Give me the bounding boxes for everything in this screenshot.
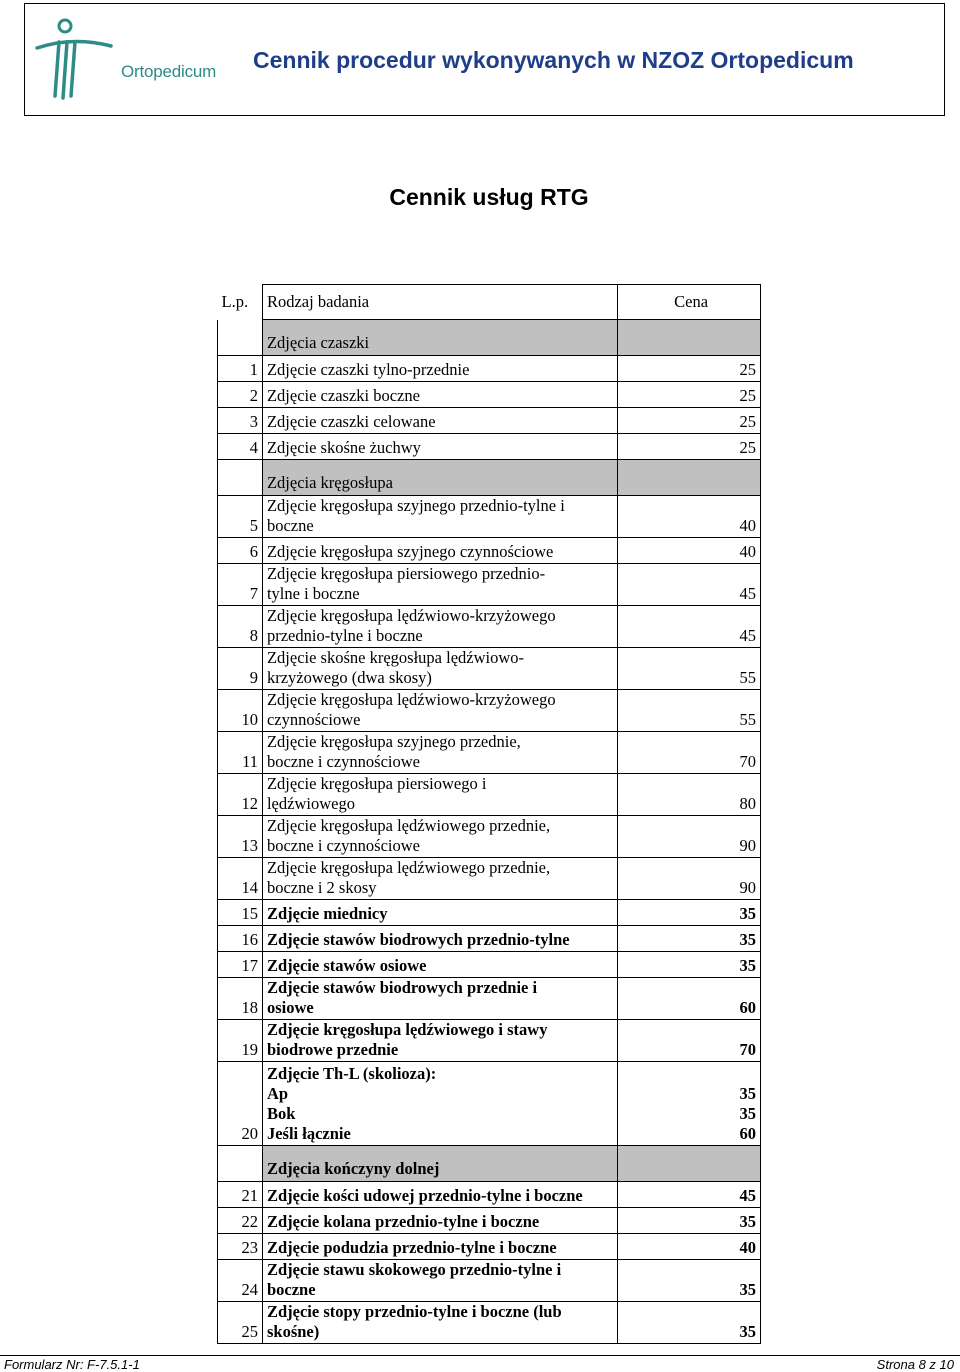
row-name — [262, 538, 617, 564]
row-price — [618, 564, 761, 606]
page-number: Strona 8 z 10 — [876, 1357, 954, 1372]
row-price — [618, 1182, 761, 1208]
row-price — [618, 356, 761, 382]
row-price-value: 35 — [739, 1084, 756, 1103]
row-name-line: osiowe — [266, 998, 314, 1017]
row-name-line: boczne i czynnościowe — [266, 836, 420, 855]
row-name — [262, 1182, 617, 1208]
row-lp: 12 — [218, 774, 263, 816]
table-row — [218, 1234, 761, 1260]
row-name-line: Zdjęcie kręgosłupa szyjnego przednie, — [266, 732, 521, 751]
row-name-line: Zdjęcie czaszki celowane — [266, 412, 436, 431]
row-lp: 16 — [218, 926, 263, 952]
row-price-value: 45 — [739, 584, 756, 603]
row-lp: 23 — [218, 1234, 263, 1260]
row-lp: 14 — [218, 858, 263, 900]
row-lp: 21 — [218, 1182, 263, 1208]
price-table-body — [218, 285, 761, 1344]
row-price — [618, 732, 761, 774]
row-lp: 2 — [218, 382, 263, 408]
table-row — [218, 356, 761, 382]
row-name — [262, 1020, 617, 1062]
row-name — [262, 1234, 617, 1260]
header-lp: L.p. — [218, 285, 263, 320]
row-price — [618, 1020, 761, 1062]
section-price — [618, 460, 761, 496]
row-price — [618, 978, 761, 1020]
row-lp: 25 — [218, 1302, 263, 1344]
section-title: Zdjęcia kręgosłupa — [262, 460, 617, 496]
row-price-value: 25 — [739, 412, 756, 431]
row-lp: 5 — [218, 496, 263, 538]
row-lp: 4 — [218, 434, 263, 460]
row-name-line: Zdjęcie stawów osiowe — [266, 956, 427, 975]
table-row — [218, 690, 761, 732]
row-price — [618, 1234, 761, 1260]
row-price — [618, 1260, 761, 1302]
row-price — [618, 538, 761, 564]
row-price-value: 80 — [739, 794, 756, 813]
row-price — [618, 774, 761, 816]
row-name-line: Zdjęcie kręgosłupa piersiowego przednio- — [266, 564, 546, 583]
row-name-line: Zdjęcie kręgosłupa szyjnego przednio-tylne i — [266, 496, 565, 515]
row-price-value: 90 — [739, 836, 756, 855]
row-price — [618, 1302, 761, 1344]
row-name — [262, 816, 617, 858]
row-name-line: Zdjęcie stawu skokowego przednio-tylne i — [266, 1260, 562, 1279]
row-lp: 13 — [218, 816, 263, 858]
row-lp: 24 — [218, 1260, 263, 1302]
row-name-line: Zdjęcie stawów biodrowych przednio-tylne — [266, 930, 570, 949]
row-lp: 11 — [218, 732, 263, 774]
table-row — [218, 538, 761, 564]
table-row — [218, 408, 761, 434]
row-price — [618, 858, 761, 900]
row-name — [262, 606, 617, 648]
header-price: Cena — [618, 285, 761, 320]
row-name-line: Zdjęcie czaszki boczne — [266, 386, 420, 405]
row-price — [618, 952, 761, 978]
row-lp: 17 — [218, 952, 263, 978]
row-price-value: 45 — [739, 626, 756, 645]
row-name-line: Zdjęcie kości udowej przednio-tylne i boczne — [266, 1186, 583, 1205]
section-row — [218, 460, 761, 496]
row-lp: 19 — [218, 1020, 263, 1062]
table-row — [218, 1182, 761, 1208]
row-lp: 3 — [218, 408, 263, 434]
row-name — [262, 382, 617, 408]
row-price — [618, 1062, 761, 1146]
row-name-line: Zdjęcie czaszki tylno-przednie — [266, 360, 470, 379]
page-footer — [0, 1355, 960, 1372]
table-row — [218, 1062, 761, 1146]
row-price-value: 25 — [739, 386, 756, 405]
row-price-value: 35 — [739, 930, 756, 949]
row-price-value: 25 — [739, 438, 756, 457]
row-lp: 1 — [218, 356, 263, 382]
row-name — [262, 858, 617, 900]
table-row — [218, 926, 761, 952]
row-name — [262, 732, 617, 774]
table-row — [218, 1208, 761, 1234]
table-row — [218, 1260, 761, 1302]
row-name-line: Zdjęcie miednicy — [266, 904, 388, 923]
row-price-value: 35 — [739, 956, 756, 975]
form-number: Formularz Nr: F-7.5.1-1 — [4, 1357, 140, 1372]
row-name-line: Zdjęcie kręgosłupa szyjnego czynnościowe — [266, 542, 554, 561]
row-name-line: Zdjęcie kręgosłupa lędźwiowego i stawy — [266, 1020, 548, 1039]
row-name-line: Zdjęcie skośne kręgosłupa lędźwiowo- — [266, 648, 525, 667]
row-price-value: 55 — [739, 710, 756, 729]
row-name — [262, 356, 617, 382]
table-row — [218, 900, 761, 926]
row-name — [262, 1260, 617, 1302]
row-name-line: Zdjęcie kręgosłupa lędźwiowego przednie, — [266, 858, 551, 877]
row-name-line: boczne — [266, 516, 314, 535]
section-lp — [218, 320, 263, 356]
logo-figure-icon — [33, 14, 123, 104]
row-name — [262, 690, 617, 732]
section-lp — [218, 1146, 263, 1182]
row-name — [262, 408, 617, 434]
row-name-line: Zdjęcie skośne żuchwy — [266, 438, 421, 457]
header-title: Cennik procedur wykonywanych w NZOZ Ortopedicum — [253, 47, 854, 73]
row-price — [618, 434, 761, 460]
row-lp: 10 — [218, 690, 263, 732]
row-price — [618, 606, 761, 648]
header-name: Rodzaj badania — [262, 285, 617, 320]
table-row — [218, 606, 761, 648]
row-name-line: przednio-tylne i boczne — [266, 626, 423, 645]
row-price-value: 60 — [739, 1124, 756, 1143]
row-price — [618, 926, 761, 952]
row-lp: 6 — [218, 538, 263, 564]
row-price-value: 35 — [739, 1280, 756, 1299]
table-row — [218, 774, 761, 816]
row-lp: 15 — [218, 900, 263, 926]
row-price-value: 45 — [739, 1186, 756, 1205]
row-name-line: Jeśli łącznie — [266, 1124, 351, 1143]
row-lp: 7 — [218, 564, 263, 606]
row-name — [262, 648, 617, 690]
row-price-value: 60 — [739, 998, 756, 1017]
row-lp: 18 — [218, 978, 263, 1020]
row-price-value: 35 — [739, 1212, 756, 1231]
row-lp: 8 — [218, 606, 263, 648]
table-row — [218, 816, 761, 858]
table-row — [218, 564, 761, 606]
row-name-line: Zdjęcie kręgosłupa lędźwiowego przednie, — [266, 816, 551, 835]
row-name-line: Zdjęcie kręgosłupa piersiowego i — [266, 774, 487, 793]
ortopedicum-logo — [33, 14, 217, 104]
row-price-value: 35 — [739, 1322, 756, 1341]
table-row — [218, 952, 761, 978]
row-name-line: skośne) — [266, 1322, 320, 1341]
row-price — [618, 408, 761, 434]
table-row — [218, 648, 761, 690]
section-row — [218, 320, 761, 356]
page-title: Cennik usług RTG — [389, 184, 589, 210]
row-name-line: lędźwiowego — [266, 794, 355, 813]
row-price-value: 90 — [739, 878, 756, 897]
row-name — [262, 1062, 617, 1146]
row-price-value: 35 — [739, 904, 756, 923]
row-price-value: 55 — [739, 668, 756, 687]
table-row — [218, 382, 761, 408]
row-name-line: boczne i czynnościowe — [266, 752, 420, 771]
row-name — [262, 1208, 617, 1234]
logo-text: Ortopedicum — [121, 62, 217, 81]
row-name — [262, 564, 617, 606]
row-name — [262, 900, 617, 926]
section-price — [618, 320, 761, 356]
section-row — [218, 1146, 761, 1182]
row-name-line: biodrowe przednie — [266, 1040, 399, 1059]
row-price-value: 40 — [739, 542, 756, 561]
row-name-line: boczne — [266, 1280, 316, 1299]
row-name — [262, 434, 617, 460]
row-price — [618, 816, 761, 858]
table-row — [218, 496, 761, 538]
row-price-value: 40 — [739, 1238, 756, 1257]
table-header-row — [218, 285, 761, 320]
table-row — [218, 978, 761, 1020]
row-price — [618, 900, 761, 926]
row-name-line: krzyżowego (dwa skosy) — [266, 668, 432, 687]
row-name-line: Zdjęcie stawów biodrowych przednie i — [266, 978, 538, 997]
row-price-value: 40 — [739, 516, 756, 535]
row-name — [262, 926, 617, 952]
section-title: Zdjęcia czaszki — [262, 320, 617, 356]
section-price — [618, 1146, 761, 1182]
row-price — [618, 382, 761, 408]
table-row — [218, 858, 761, 900]
row-price-value: 35 — [739, 1104, 756, 1123]
table-row — [218, 1302, 761, 1344]
row-name-line: Zdjęcie stopy przednio-tylne i boczne (lub — [266, 1302, 562, 1321]
row-name — [262, 978, 617, 1020]
row-lp: 20 — [218, 1062, 263, 1146]
row-name-line: Zdjęcie kręgosłupa lędźwiowo-krzyżowego — [266, 690, 556, 709]
row-price-value: 70 — [739, 752, 756, 771]
row-lp: 9 — [218, 648, 263, 690]
row-price — [618, 648, 761, 690]
row-lp: 22 — [218, 1208, 263, 1234]
row-name — [262, 496, 617, 538]
price-table — [217, 284, 761, 1344]
row-name-line: czynnościowe — [266, 710, 361, 729]
row-name-line: Zdjęcie podudzia przednio-tylne i boczne — [266, 1238, 557, 1257]
row-name-line: Bok — [266, 1104, 296, 1123]
row-price — [618, 1208, 761, 1234]
row-name-line: tylne i boczne — [266, 584, 360, 603]
row-name-line: Zdjęcie kręgosłupa lędźwiowo-krzyżowego — [266, 606, 556, 625]
row-name-line: Zdjęcie kolana przednio-tylne i boczne — [266, 1212, 540, 1231]
section-title: Zdjęcia kończyny dolnej — [262, 1146, 617, 1182]
table-row — [218, 732, 761, 774]
document-header — [24, 3, 945, 116]
row-price-value: 70 — [739, 1040, 756, 1059]
table-row — [218, 1020, 761, 1062]
row-name-line: Zdjęcie Th-L (skolioza): — [266, 1064, 437, 1083]
row-price-value: 25 — [739, 360, 756, 379]
row-name — [262, 774, 617, 816]
row-name-line: boczne i 2 skosy — [266, 878, 377, 897]
row-name — [262, 1302, 617, 1344]
row-name-line: Ap — [266, 1084, 289, 1103]
row-name — [262, 952, 617, 978]
section-lp — [218, 460, 263, 496]
table-row — [218, 434, 761, 460]
row-price — [618, 690, 761, 732]
row-price — [618, 496, 761, 538]
